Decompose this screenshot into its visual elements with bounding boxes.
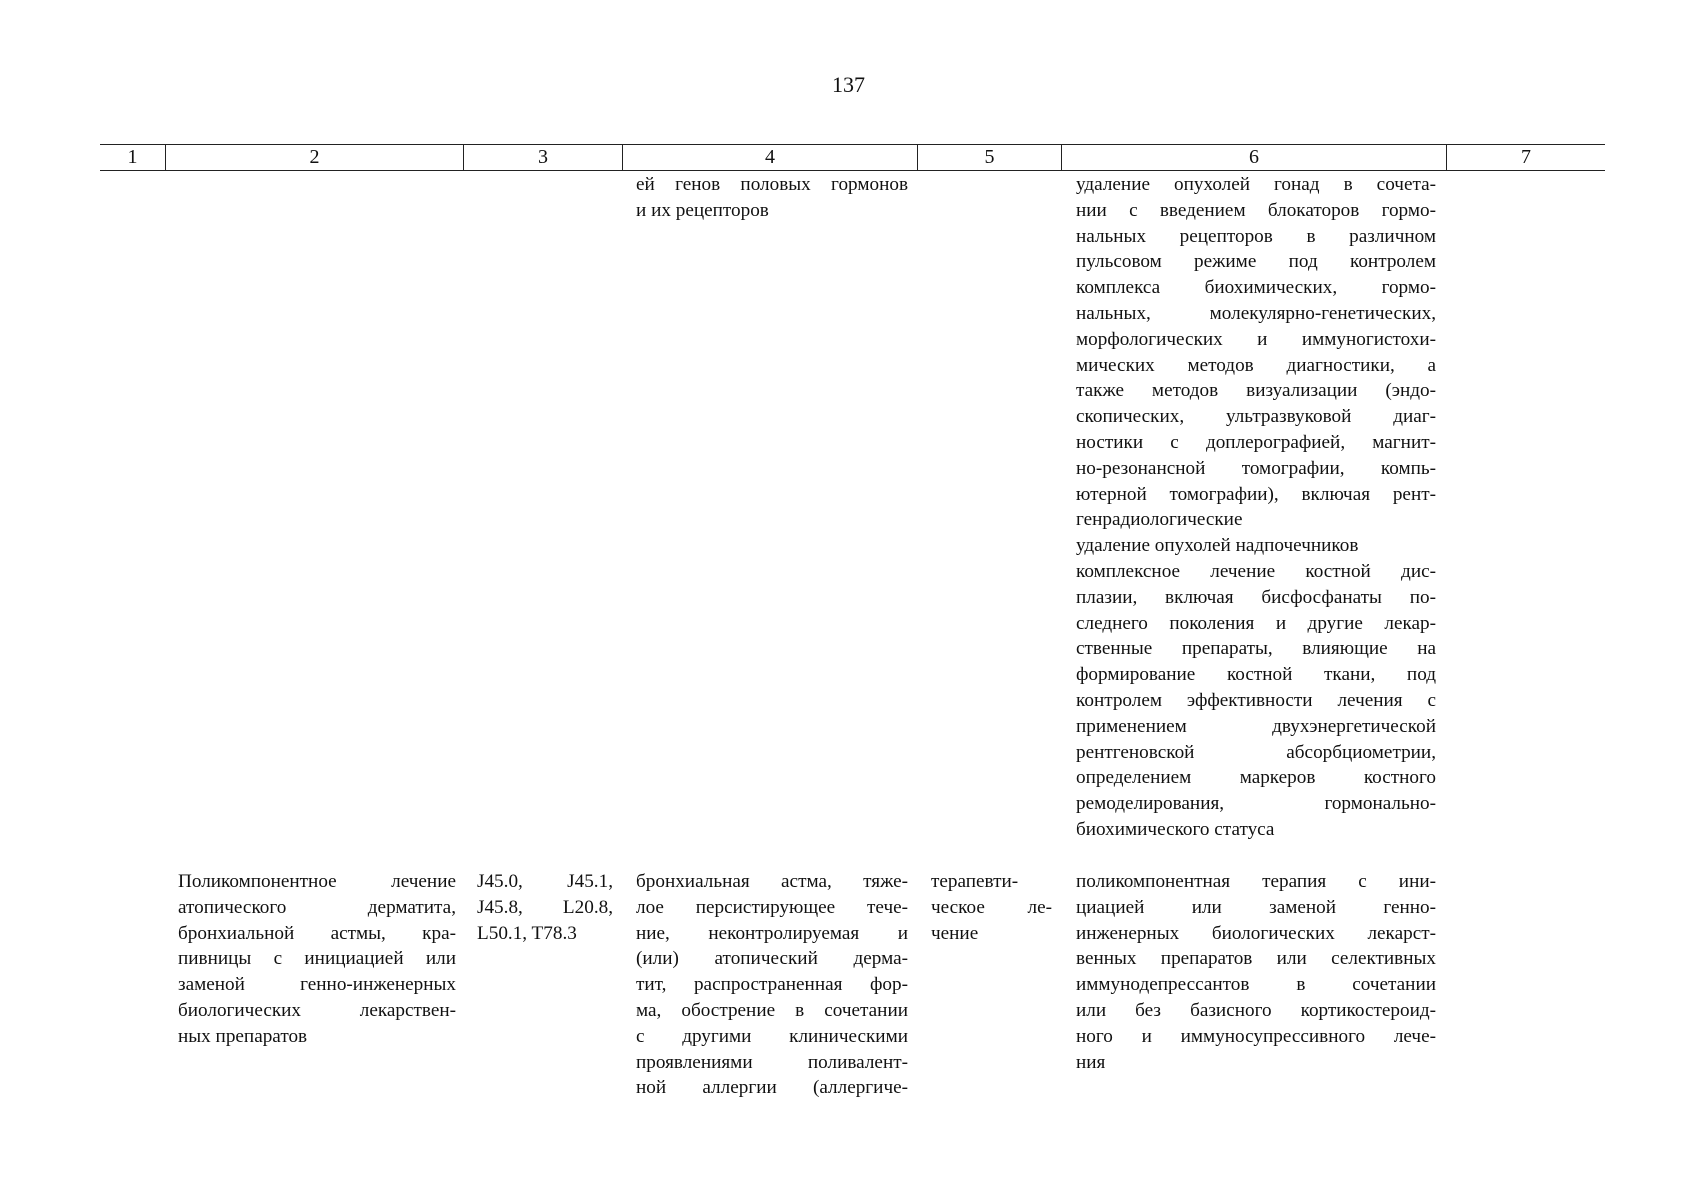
text-line: ческое ле- — [931, 896, 1052, 918]
text-line: мических методов диагностики, а — [1076, 354, 1436, 376]
text-line: циацией или заменой генно- — [1076, 896, 1436, 918]
text-line: или без базисного кортикостероид- — [1076, 999, 1436, 1021]
text-line: ностики с доплерографией, магнит- — [1076, 431, 1436, 453]
row2-col3-cell — [477, 869, 613, 946]
text-line: ремоделирования, гормонально- — [1076, 793, 1436, 815]
text-line: но-резонансной томографии, компь- — [1076, 457, 1436, 479]
row1-col4-cell — [636, 172, 908, 224]
table-header-row — [100, 144, 1605, 171]
text-line: Поликомпонентное лечение — [178, 871, 456, 892]
text-line: тит, распространенная фор- — [636, 974, 908, 996]
text-line: ма, обострение в сочетании — [636, 999, 908, 1021]
text-line: ственные препараты, влияющие на — [1076, 638, 1436, 660]
text-line: биохимического статуса — [1076, 818, 1275, 840]
header-col-5: 5 — [917, 145, 1061, 170]
text-line: следнего поколения и другие лекар- — [1076, 612, 1436, 634]
text-line: инженерных биологических лекарст- — [1076, 922, 1436, 944]
text-line: J45.8, L20.8, — [477, 896, 613, 918]
text-line: скопических, ультразвуковой диаг- — [1076, 406, 1436, 428]
text-line: нальных, молекулярно-генетических, — [1076, 302, 1436, 324]
text-line: ных препаратов — [178, 1025, 308, 1047]
text-line: нии с введением блокаторов гормо- — [1076, 199, 1436, 221]
text-line: генрадиологические — [1076, 509, 1243, 531]
header-col-2: 2 — [165, 145, 463, 170]
text-line: удаление опухолей гонад в сочета- — [1076, 174, 1436, 195]
text-line: также методов визуализации (эндо- — [1076, 380, 1436, 402]
text-line: бронхиальная астма, тяже- — [636, 871, 908, 892]
text-line: ной аллергии (аллергиче- — [636, 1077, 908, 1099]
text-line: чение — [931, 922, 979, 944]
text-line: контролем эффективности лечения с — [1076, 689, 1436, 711]
text-line: нальных рецепторов в различном — [1076, 225, 1436, 247]
text-line: пульсовом режиме под контролем — [1076, 251, 1436, 273]
text-line: плазии, включая бисфосфанаты по- — [1076, 586, 1436, 608]
text-line: иммунодепрессантов в сочетании — [1076, 974, 1436, 996]
text-line: ного и иммуносупрессивного лече- — [1076, 1025, 1436, 1047]
row2-col5-cell — [931, 869, 1052, 946]
header-col-6: 6 — [1061, 145, 1446, 170]
text-line: ей генов половых гормонов — [636, 174, 908, 195]
text-line: ния — [1076, 1051, 1106, 1073]
header-col-1: 1 — [127, 146, 138, 168]
text-line: L50.1, T78.3 — [477, 922, 577, 944]
text-line: комплексное лечение костной дис- — [1076, 560, 1436, 582]
text-line: (или) атопический дерма- — [636, 948, 908, 970]
header-col-4: 4 — [622, 145, 917, 170]
text-line: терапевти- — [931, 871, 1019, 892]
text-line: рентгеновской абсорбциометрии, — [1076, 741, 1436, 763]
text-line: бронхиальной астмы, кра- — [178, 922, 456, 944]
text-line: атопического дерматита, — [178, 896, 456, 918]
text-line: применением двухэнергетической — [1076, 715, 1436, 737]
text-line: биологических лекарствен- — [178, 999, 456, 1021]
text-line: ютерной томографии), включая рент- — [1076, 483, 1436, 505]
text-line: проявлениями поливалент- — [636, 1051, 908, 1073]
row1-col6-cell — [1076, 172, 1436, 843]
row2-col2-cell — [178, 869, 456, 1050]
text-line: поликомпонентная терапия с ини- — [1076, 871, 1436, 892]
text-line: определением маркеров костного — [1076, 767, 1436, 789]
text-line: формирование костной ткани, под — [1076, 664, 1436, 686]
row2-col4-cell — [636, 869, 908, 1101]
row2-col6-cell — [1076, 869, 1436, 1075]
header-col-3: 3 — [463, 145, 622, 170]
header-col-7: 7 — [1446, 145, 1605, 170]
text-line: ние, неконтролируемая и — [636, 922, 908, 944]
text-line: с другими клиническими — [636, 1025, 908, 1047]
text-line: комплекса биохимических, гормо- — [1076, 277, 1436, 299]
text-line: венных препаратов или селективных — [1076, 948, 1436, 970]
page-number: 137 — [832, 72, 865, 97]
text-line: пивницы с инициацией или — [178, 948, 456, 970]
text-line: удаление опухолей надпочечников — [1076, 535, 1359, 557]
text-line: лое персистирующее тече- — [636, 896, 908, 918]
text-line: заменой генно-инженерных — [178, 974, 456, 996]
text-line: морфологических и иммуногистохи- — [1076, 328, 1436, 350]
text-line: и их рецепторов — [636, 199, 769, 221]
text-line: J45.0, J45.1, — [477, 871, 613, 892]
